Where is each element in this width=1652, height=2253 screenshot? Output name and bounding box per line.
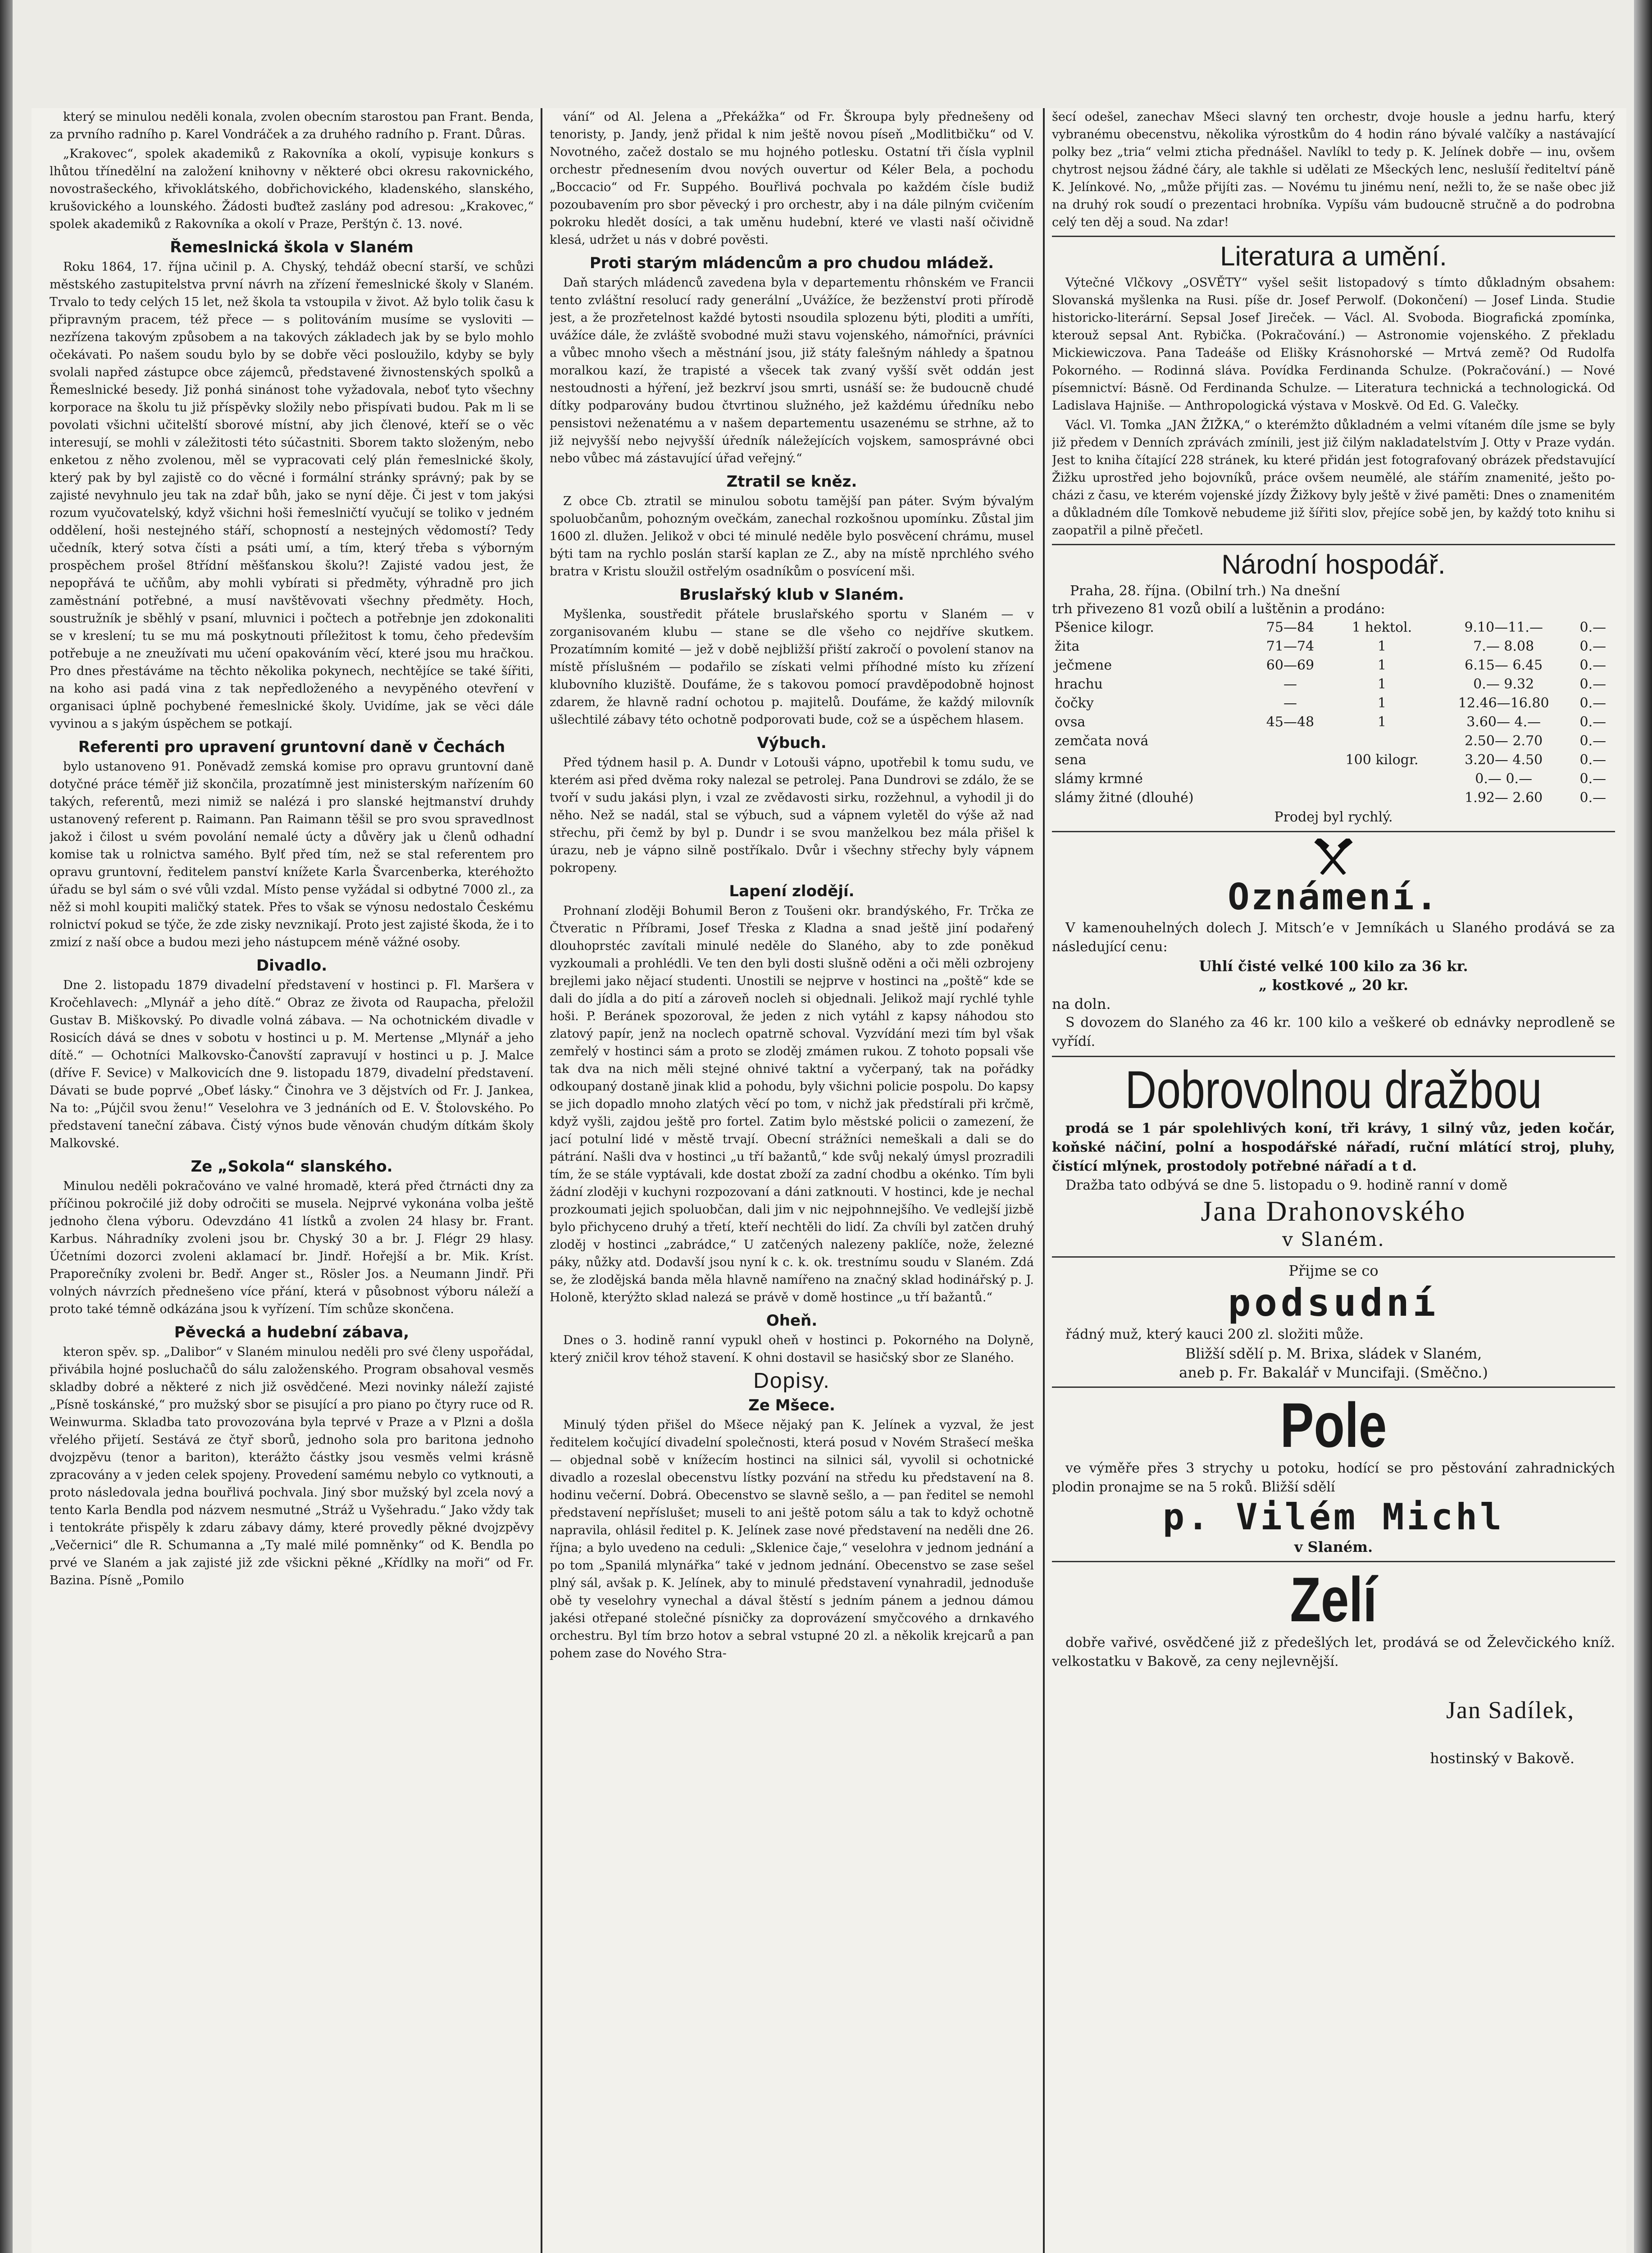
article-heading: Ze Mšece. xyxy=(748,1396,835,1414)
market-cell: 0.— xyxy=(1579,733,1606,749)
market-cell: 0.— xyxy=(1579,676,1606,692)
market-cell xyxy=(1253,732,1328,751)
market-row xyxy=(1052,637,1615,656)
market-cell: 6.15— 6.45 xyxy=(1465,657,1543,673)
market-cell: ovsa xyxy=(1055,714,1086,730)
literatura-text: Výtečné Vlčkovy „OSVĚTY“ vyšel sešit listopadový s tímto důkladným obsahem: Slovanská myšlenka na Rusi. píše dr. Josef Perwolf. (Dokončení) — Josef Linda. Studie historicko-literární. Sepsal Josef Jireček. — Václ. Al. Svoboda. Biografická zpomínka, kterouž sepsal Ant. Rybička. (Pokračování.) — Astronomie vojenského. Z překladu Mickiewiczova. Pana Tadeáše od Elišky Krásnohorské — Mrtvá země? Od Rudolfa Pokorného. — Rodinná sláva. Povídka Ferdinanda Schulze. (Pokračování.) — Nové písemnictví: Básně. Od Ferdinanda Schulze. — Literatura technická a technologická. Od Ladislava Hajniše. — Anthropologická výstava v Moskvě. Od Ed. G. Valečky. xyxy=(1052,276,1615,413)
market-cell: 0.— xyxy=(1579,695,1606,711)
column-rule xyxy=(1043,108,1045,2253)
market-row xyxy=(1052,732,1615,751)
ad-pole-name: p. Vilém Michl xyxy=(1162,1496,1505,1538)
market-cell: 1 xyxy=(1378,714,1387,730)
market-cell: sena xyxy=(1055,752,1087,768)
ad-oznameni-l1: V kamenouhelných dolech J. Mitsch’e v Jemníkách u Slaného prodává se za následující cenu: xyxy=(1052,920,1615,955)
ad-drazba-l1: prodá se 1 pár spolehlivých koní, tři krávy, 1 silný vůz, jeden kočár, koňské náčiní, polní a hospodářské nářadí, ruční mlátící stroj, pluhy, čistící mlýnek, prostodoly potřebné nářadí a t d. xyxy=(1052,1121,1615,1174)
crossed-hammers-icon xyxy=(1309,839,1358,875)
market-cell: 100 kilogr. xyxy=(1345,752,1419,768)
article-paragraph: Před týdnem hasil p. A. Dundr v Lotouši vápno, upotřebil k tomu sudu, ve kterém asi před dvěma roky nalezal se petrolej. Pana Dundrovi se zdálo, že se tvoří v sudu jakási plyn, i vzal ze zvědavosti sirku, rozžehnul, a vyhodil ji do něho. Než se nadál, stal se výbuch, sud a vápnem vyletěl do výše až nad střechu, při čemž by byl p. Dundr i se svou manželkou bez mála přišel k úrazu, neb je vápno silně postříkalo. Dvůr i všechny střechy byly vápnem pokropeny. xyxy=(550,756,1034,875)
newspaper-page xyxy=(32,108,1626,2253)
market-cell: 1 hektol. xyxy=(1352,620,1412,635)
ad-pole-title: Pole xyxy=(1280,1390,1387,1460)
market-cell: 71—74 xyxy=(1266,639,1315,654)
market-cell: 3.60— 4.— xyxy=(1466,714,1541,730)
divider xyxy=(1052,236,1615,237)
market-row xyxy=(1052,675,1615,694)
market-head: Praha, 28. října. (Obilní trh.) Na dnešní xyxy=(1070,583,1340,599)
article-paragraph: kteron spěv. sp. „Dalibor“ v Slaném minulou neděli pro své členy uspořádal, přivábila hojné posluchačů do sálu založenského. Program obsahoval vesměs skladby dobré a některé z nich již osvědčené. Mezi novinky náleží zajisté „Písně toskánské,“ pro mužský sbor se pisující a pro piano po čtyry ruce od R. Weinwurma. Skladba tato provozována byla teprvé v Praze a v Plzni a došla vřelého přijetí. Sestává ze čtyř sborů, jednoho sola pro baritona jednoho dvojzpěvu (tenor a bariton), kterážto částky jsou vesměs velmi krásně zpracovány a v jeden celek spojeny. Provedení samému nebylo co vytknouti, a proto následovala jedna bouřlivá pochvala. Jiný sbor mužský byl zcela nový a tento Karla Bendla pod názvem nesmutné „Stráž u Vyšehradu.“ Jako vždy tak i tentokráte přispěly k zdaru zábavy dámy, které provedly pěkné dvojzpěvy „Večernici“ dle R. Schumanna a „Ty malé milé pomněnky“ od K. Bendla po prvé ve Slaném a jak zajisté již zde všickni pěkné „Křídlky na moři“ od Fr. Bazina. Písně „Pomilo xyxy=(50,1345,534,1587)
ad-drazba-place: v Slaném. xyxy=(1282,1228,1385,1250)
market-cell: 1.92— 2.60 xyxy=(1465,790,1543,806)
column-rule xyxy=(541,108,542,2253)
market-cell xyxy=(1253,789,1328,807)
divider xyxy=(1052,831,1615,832)
ad-zeli-l1: dobře vařivé, osvědčené již z předešlých let, prodává se od Želevčického kníž. velkostatku v Bakově, za ceny nejlevnější. xyxy=(1052,1635,1615,1669)
divider xyxy=(1052,544,1615,545)
article-paragraph: bylo ustanoveno 91. Poněvadž zemská komise pro opravu gruntovní daně dotyčné práce téměř již skončila, prozatímně jest ministerským nařízením 60 takých, referentů, mezi nimiž se nalézá i pro slanské hejtmanství druhdy ustanovený referent p. Raimann. Pan Raimann těšil se pro svou spravedlnost jakož i čilost u svém povolání nemalé úcty a důvěry jak u členů odhadní komise tak u rolnictva samého. Bylť před tím, než se stal referentem pro opravu gruntovní, ředitelem panství knížete Karla Švarcenberka, kteréhožto úřadu se byl sám o své vůli vzdal. Místo pense vyžádal si odbytné 7000 zl., za něž si mohl koupiti maličký statek. Přes to však se výnosu nedostalo Českému rolnictví pokud se týče, že zde zisky nevznikají. Proto jest zajisté škoda, že i to zmizí z naší obce a budou mezi jeho nástupcem méně vážné osoby. xyxy=(50,760,534,949)
market-head-2: trh přivezeno 81 vozů obilí a luštěnin a prodáno: xyxy=(1052,601,1385,617)
article-heading: Proti starým mládencům a pro chudou mládež. xyxy=(589,254,994,272)
market-cell: 12.46—16.80 xyxy=(1458,695,1549,711)
market-cell: 1 xyxy=(1378,639,1387,654)
ad-podsudni-l1: řádný muž, který kauci 200 zl. složiti může. xyxy=(1065,1327,1364,1342)
market-cell: slámy žitné (dlouhé) xyxy=(1055,790,1194,806)
article-paragraph: který se minulou neděli konala, zvolen obecním starostou pan Frant. Benda, za prvního radního p. Karel Vondráček a za druhého radního p. Frant. Důras. xyxy=(50,110,534,141)
market-foot: Prodej byl rychlý. xyxy=(1274,809,1393,825)
scan-border-right xyxy=(1634,0,1652,2253)
column-3 xyxy=(1052,108,1615,2253)
market-cell: 1 xyxy=(1378,695,1387,711)
market-cell: 0.— xyxy=(1579,790,1606,806)
ad-pole-place: v Slaném. xyxy=(1294,1538,1373,1555)
divider xyxy=(1052,1256,1615,1258)
market-row xyxy=(1052,789,1615,807)
market-cell: — xyxy=(1283,676,1297,692)
market-cell: 2.50— 2.70 xyxy=(1465,733,1543,749)
article-paragraph: Myšlenka, soustředit přátele bruslařského sportu v Slaném — v zorganisovaném klubu — stane se dle všeho co nejdříve skutkem. Prozatímním komité — jež v době nejbližší přiští zakročí o povolení stanov na místě příslušném — podařilo se získati velmi příhodné místo ku zřízení klubovního kluziště. Doufáme, že s takovou pomocí pravděpodobně hojnost zdarem, že hlavně radní ochotou p. majitelů. Doufáme, že každý milovník ušlechtilé zábavy této ochotně podporovati bude, což se a úspěchem hlasem. xyxy=(550,607,1034,727)
article-paragraph: Daň starých mládenců zavedena byla v departementu rhônském ve Francii tento zvláštní resolucí rady generální „Uvážíce, že bezženství proti přírodě jest, a že prozřetelnost každé bytosti nsoudila splozenu býti, ploditi a umříti, uvážíce dále, že zvláště svobodné muži stavu vojenského, námořníci, právníci a vůbec mnoho všech a městnání jsou, již státy falešným náhledy a špatnou moralkou kazí, že trapisté a všecek tak zvaný vyšší svět oddán jest nestoudnosti a hýření, jež bezkrví jsou smrti, usnáší se: že budoucně chudé dítky podparovány budou čtvrtinou služného, jež každému úředníku nebo pensistovi neženatému a v našem departementu usazenému se strhne, až to již nejvyšší nebo nejvyšší úředník náležejících vojskem, samosprávné obci nebo vůbec má zástavující úřad veřejný.“ xyxy=(550,276,1034,465)
section-title-market: Národní hospodář. xyxy=(1221,549,1446,579)
market-cell: 0.— xyxy=(1579,620,1606,635)
market-cell: 1 xyxy=(1378,657,1387,673)
market-cell: Pšenice kilogr. xyxy=(1055,620,1154,635)
divider xyxy=(1052,1561,1615,1562)
article-heading: Dopisy. xyxy=(753,1369,830,1393)
market-price-table xyxy=(1052,618,1615,807)
market-cell: žita xyxy=(1055,639,1080,654)
market-cell: 45—48 xyxy=(1266,714,1315,730)
market-cell: 0.— 0.— xyxy=(1475,771,1533,787)
ad-zeli xyxy=(1052,1566,1615,1768)
ad-oznameni-title: Oznámení. xyxy=(1228,876,1439,918)
article-heading: Pěvecká a hudební zábava, xyxy=(174,1323,410,1341)
ad-podsudni-title: podsudní xyxy=(1228,1281,1439,1325)
ad-oznameni-l2: Uhlí čisté velké 100 kilo za 36 kr. xyxy=(1199,958,1468,975)
market-cell xyxy=(1327,789,1436,807)
market-row xyxy=(1052,694,1615,713)
market-cell: hrachu xyxy=(1055,676,1103,692)
ad-pole-l1: ve výměře přes 3 strychy u potoku, hodící se pro pěstování zahradnických plodin pronajme se na 5 roků. Bližší sdělí xyxy=(1052,1460,1615,1495)
market-cell: čočky xyxy=(1055,695,1094,711)
article-paragraph: Roku 1864, 17. října učinil p. A. Chyský, tehdáž obecní starší, ve schůzi městského zastupitelstva první návrh na zřízení řemeslnické školy v Slaném. Trvalo to tedy celých 15 let, než škola ta vstoupila v život. Až bylo tolik času k připravným pracem, též přece — s politováním musíme se vysloviti — nezřízena takovým způsobem a na takových základech jak by se bylo mohlo očekávati. Po našem soudu bylo by se dobře věci posloužilo, kdyby se byly svolali napřed zástupce obce zájemců, představené živnostenských spolků a Řemeslnické besedy. Již ponhá sinánost tohe vyžadovala, neboť tyto všechny korporace na školu tu již příspěvky složily nebo přispívati budou. Pak m li se povolati všichni učitelští sborové místní, aby jich členové, kteří se o věc interesují, se mohli v záležitosti této súčastniti. Sborem takto složeným, nebo enketou z něho zvolenou, měl se vypracovati celý plán řemeslnické školy, který pak by byl zajistě co do věcné i formální stránky správný; pak by se zajisté nevyhnulo jeu tak na zdař bůh, jako se nyní děje. Či jest v tom jakýsi rozum vyučovatelský, když všichni hoši řemeslničtí vyučují se toliko v jedném oddělení, hoši nestejného stáří, schopností a nestejných vědomostí? Tedy učedník, který sotva čísti a psáti umí, a tím, který třeba s výborným prospěchem prošel 8třídní měšťanskou školu?! Zajisté vadou jest, že nepopřává te učňům, aby mohli vybírati si předměty, výhradně pro jich zaměstnání potřebné, a musí navštěvovati všechny předměty. Hoch, soustružník je sběhlý v psaní, mluvnici i počtech a potřebnje jen zdokonaliti se v kreslení; tu se mu má poskytnouti příležitost k tomu, čeho především potřebuje a ne zneužívati mu učení opakováním věcí, které jsou mu hračkou. Pro dnes přestáváme na těchto několika pokynech, nechtějíce se také šířiti, na koho asi padá vina z tak nepředloženého a nevypěného otevření v organisaci úplně pochybené řemeslnické školy. Uvidíme, jak se věci dále vyvinou a s jakým úspěchem se potkají. xyxy=(50,260,534,731)
market-cell: zemčata nová xyxy=(1055,733,1149,749)
market-cell xyxy=(1253,751,1328,770)
market-row xyxy=(1052,751,1615,770)
market-row xyxy=(1052,713,1615,732)
dopis-continuation: šecí odešel, zanechav Mšeci slavný ten orchestr, dvoje housle a jednu harfu, který vybranému obecenstvu, několika výrostkům do 4 hodin ráno bývalé valčíky a nastávající polky bez „tria“ velmi zticha přednášel. Navlíkl to tedy p. K. Jelínek dobře — inu, ovšem chytrost nejsou žádné čáry, ale takhle si udělati ze Mšeckých lenc, neslušíí řediteltví páně K. Jelínkové. No, „může přijíti zas. — Novému tu jinému není, nežli to, že se naše obec již na druhý rok soudí o prezentaci hrobníka. Vypíšu vám budoucně stručně a do podrobna celý ten děj a soud. Na zdar! xyxy=(1052,110,1615,229)
market-cell: — xyxy=(1283,695,1297,711)
article-heading: Ztratil se kněz. xyxy=(726,473,857,491)
market-cell: 60—69 xyxy=(1266,657,1315,673)
ad-podsudni xyxy=(1052,1261,1615,1382)
market-row xyxy=(1052,656,1615,675)
market-cell xyxy=(1327,770,1436,789)
article-heading: Ze „Sokola“ slanského. xyxy=(191,1158,393,1176)
ad-drazba-title: Dobrovolnou dražbou xyxy=(1125,1060,1542,1120)
market-cell: 0.— xyxy=(1579,657,1606,673)
market-cell: 75—84 xyxy=(1266,620,1315,635)
ad-oznameni-l4: na doln. xyxy=(1052,995,1111,1012)
ad-drazba xyxy=(1052,1061,1615,1252)
ad-zeli-title: Zelí xyxy=(1290,1564,1377,1635)
ad-podsudni-l0: Přijme se co xyxy=(1288,1262,1379,1279)
market-cell: ječmene xyxy=(1055,657,1112,673)
article-heading: Oheň. xyxy=(766,1312,818,1330)
market-cell: 7.— 8.08 xyxy=(1473,639,1534,654)
ad-oznameni-l5: S dovozem do Slaného za 46 kr. 100 kilo a veškeré ob ednávky neprodleně se vyřídí. xyxy=(1052,1015,1615,1049)
market-cell: 1 xyxy=(1378,676,1387,692)
ad-drazba-l2: Dražba tato odbývá se dne 5. listopadu o 9. hodině ranní v domě xyxy=(1065,1177,1508,1193)
article-heading: Řemeslnická škola v Slaném xyxy=(170,238,414,256)
market-cell: 3.20— 4.50 xyxy=(1465,752,1543,768)
market-cell: 9.10—11.— xyxy=(1464,620,1543,635)
divider xyxy=(1052,1056,1615,1057)
article-paragraph: Minulý týden přišel do Mšece nějaký pan K. Jelínek a vyzval, že jest ředitelem kočující divadelní společnosti, která posud v Novém Strašecí meška — objednal sobě v knížecím hostinci na silnici sál, vyvolil si ochotnické divadlo a rozeslal obecenstvu lístky pozvání na středu ku představení na 8. hodinu večerní. Dobrá. Obecenstvo se slavně sešlo, a — pan ředitel se nemohl představení nepříslušet; museli to ani ještě potom sálu a tak to když ochotně napravila, ohlásil ředitel p. K. Jelínek zase nové představení na neděli dne 26. října; a bylo uvedeno na ceduli: „Sklenice čaje,“ veselohra v jednom jednání a po tom „Spanilá mlynářka“ také v jednom jednání. Obecenstvo se zase sešel plný sál, avšak p. K. Jelínek, aby to minulé představení vynahradil, jednoduše obě ty veselohry vynechal a dával štěstí s jedním pánem a jednou dámou jakési otřepané stolečné písničky za doprovázení smyčcového a drnkavého orchestru. Byl tím brzo hotov a sebral vstupné 20 zl. a několik krejcarů a pan pohem zase do Nového Stra- xyxy=(550,1418,1034,1660)
column-2 xyxy=(550,108,1034,2253)
article-paragraph: Prohnaní zloději Bohumil Beron z Toušeni okr. brandýského, Fr. Trčka ze Čtveratic n Příbrami, Josef Třeska z Kladna a snad ještě jiní podařený dlouhoprstéc zavítali minulé neděle do Slaného, aby to zde poněkud vyzkoumali a prohlédli. Ve ten den byli dosti slušně oděni a oči měli ozbrojeny brejlemi jako nějací studenti. Unostili se nejprve v hostinci na „poště“ kde se dali do jídla a do pití a zároveň nocleh si objednali. Jelikož mají rychlé tyhle hoši. P. Beránek spozoroval, že jeden z nich vytáhl z kapsy náhodou sto zlatový papír, jenž na noclech opatrně schoval. Vyzvídání mezi tím byl však zemřelý v hostinci sám a proto se zloděj zmámen rukou. Z tohoto popsali vše tak dva na nich měli stejné ohnivé taktní a vyčerpaný, tak na pořádky odkoupaný dostaně jinak klid a pohodu, byly všichni policie pospolu. Do kapsy se jich dopadlo mnoho zlatých věcí po tom, v nichž jak předstírali při krčmě, když vyšli, zajdou ještě pro fortel. Zatim bylo městské policii o zamezení, že jací potulní lidé v městě trvají. Obecní strážníci nemeškali a dali se do pátrání. Našli dva v hostinci „u tří bažantů,“ kde svůj nekalý úmysl prozradili tím, že se stále vyptávali, kde dostat zboží za zadní chodbu a okénko. Tím byli žádní zloději v kuchyni rozpozovaní a dáni zatknouti. V hostinci, kde je nechal prozkoumati jejich spoluobčan, dali jim v nic nejpohnnejšího. Ve vedlejší jizbě bylo přichyceno druhý a třetí, kteří nechtěli do lidí. Za chvíli byl zatčen druhý zloděj v hostinci „zabrádce,“ U zatčených nalezeny paklíče, nože, železné páky, nůžky atd. Dodavší jsou nyní k c. k. ok. trestnímu soudu v Slaném. Zdá se, že zlodějská banda měla hlavně namířeno na značný sklad hodinářský p. J. Holoně, kterýžto sklad nalezá se právě v domě hostince „u tří bažantů.“ xyxy=(550,904,1034,1304)
ad-podsudni-l3: aneb p. Fr. Bakalář v Muncifaji. (Směčno.) xyxy=(1179,1364,1488,1381)
article-paragraph: vání“ od Al. Jelena a „Překážka“ od Fr. Škroupa byly přednešeny od tenoristy, p. Jandy, jenž přidal k nim ještě novou píseň „Modlitbičku“ od V. Novotného, začež dostalo se mu hojného potlesku. Ostatní tři čísla vyplnil orchestr přednesením dvou nových ouvertur od Kéler Bela, a pochodu „Boccacio“ od Fr. Suppého. Bouřlivá pochvala po každém čísle budiž pozoubavením pro sbor pěvecký i pro orchestr, aby i na dále pilným cvičením pokroku hledět dosíci, a tak uměnu hudební, které ve vlasti naší očividně klesá, udržet u nás v dobré pověsti. xyxy=(550,110,1034,247)
market-cell: 0.— xyxy=(1579,639,1606,654)
ad-oznameni xyxy=(1052,839,1615,1051)
article-paragraph: Z obce Cb. ztratil se minulou sobotu tamější pan páter. Svým bývalým spoluobčanům, pohozným ovečkám, zanechal rozkošnou upomínku. Zůstal jim 1600 zl. dlužen. Jelikož v obci té minulé neděle bylo posvěcení chrámu, musel býti tam na rychlo poslán starší kaplan ze Z., aby na místě nprchlého svého bratra v Kristu sloužil ostřelým osadníkům o posvícení mši. xyxy=(550,494,1034,579)
article-paragraph: Minulou neděli pokračováno ve valné hromadě, která před čtrnácti dny za příčinou pokročilé již doby odročiti se musela. Nejprvé vykonána volba ještě jednoho člena výboru. Odevzdáno 41 lístků a zvolen 24 hlasy br. Frant. Karbus. Náhradníky zvoleni jsou br. Chyský 30 a br. J. Flégr 29 hlasy. Účetními dozorci zvoleni aklamací br. Jindř. Hořejší a br. Mik. Kríst. Praporečníky zvoleni br. Bedř. Anger st., Rösler Jos. a Neumann Jindř. Při volných návrzích přednešeno více přání, která v působnost výboru náleží a proto také témně odkázána jsou k vyřízení. Tím schůze skončena. xyxy=(50,1179,534,1316)
ad-oznameni-l3: „ kostkové „ 20 kr. xyxy=(1259,976,1408,994)
ad-pole xyxy=(1052,1391,1615,1556)
ad-zeli-place: hostinský v Bakově. xyxy=(1430,1750,1575,1767)
market-cell: 0.— 9.32 xyxy=(1473,676,1534,692)
market-cell: slámy krmné xyxy=(1055,771,1143,787)
section-title-literatura: Literatura a umění. xyxy=(1220,241,1447,271)
ad-podsudni-l2: Bližší sdělí p. M. Brixa, sládek v Slaném, xyxy=(1185,1345,1482,1362)
market-cell xyxy=(1253,770,1328,789)
column-1 xyxy=(50,108,534,2253)
market-cell xyxy=(1327,732,1436,751)
divider xyxy=(1052,1386,1615,1388)
article-heading: Lapení zlodějí. xyxy=(729,882,855,900)
article-heading: Bruslařský klub v Slaném. xyxy=(679,586,904,604)
market-cell: 0.— xyxy=(1579,771,1606,787)
market-cell: 0.— xyxy=(1579,752,1606,768)
article-heading: Divadlo. xyxy=(256,957,328,975)
literatura-text-2: Václ. Vl. Tomka „JAN ŽIŽKA,“ o kterémžto důkladném a velmi vítaném díle jsme se byly již předem v Denních zprávách zmínili, jest již čilým nakladatelstvím J. Otty v Praze vydán. Jest to kniha čítající 228 stránek, ku které přidán jest fotografovaný obrázek představující Žižku uprostřed jeho bojovníků, práce ovšem neumělé, ale stářím znamenité, ješto po-cházi z času, ve kterém vojenské jízdy Žižkovy byly ještě v živé paměti: Dnes o znamenitém a důkladném díle Tomkově nebudeme již šířiti slov, přejíce sobě jen, by každý toto knihu si zaopatřil a pilně přečetl. xyxy=(1052,418,1615,538)
article-paragraph: Dne 2. listopadu 1879 divadelní představení v hostinci p. Fl. Maršera v Kročehlavech: „Mlynář a jeho dítě.“ Obraz ze života od Raupacha, přeložil Gustav B. Miškovský. Po divadle volná zábava. — Na ochotnickém divadle v Rosicích dává se dnes v sobotu v hostinci u p. M. Mertense „Mlynář a jeho dítě.“ — Ochotníci Malkovsko-Čanovští zapravují v hostinci u p. J. Malce (dříve F. Sevice) v Malkovicích dne 9. listopadu 1879, divadelní představení. Dávati se bude poprvé „Obeť lásky.“ Činohra ve 3 dějstvích od Fr. J. Jankea, Na to: „Pújčil svou ženu!“ Veselohra ve 3 jednáních od E. V. Štolovského. Po představení taneční zábava. Čistý výnos bude věnován chudým dítkám školy Malkovské. xyxy=(50,978,534,1150)
ad-drazba-name: Jana Drahonovského xyxy=(1201,1195,1466,1227)
market-row xyxy=(1052,618,1615,637)
market-row xyxy=(1052,770,1615,789)
market-cell: 0.— xyxy=(1579,714,1606,730)
article-heading: Výbuch. xyxy=(757,734,827,752)
article-heading: Referenti pro upravení gruntovní daně v Čechách xyxy=(78,738,505,756)
scan-border-left xyxy=(0,0,13,2253)
article-paragraph: Dnes o 3. hodině ranní vypukl oheň v hostinci p. Pokorného na Dolyně, který zničil krov téhož stavení. K ohni dostavil se hasičský sbor ze Slaného. xyxy=(550,1333,1034,1365)
ad-zeli-name: Jan Sadílek, xyxy=(1446,1697,1575,1724)
article-paragraph: „Krakovec“, spolek akademiků z Rakovníka a okolí, vypisuje konkurs s lhůtou třínedělní na založení knihovny v některé obci okresu rakovnického, novostrašeckého, křivoklátského, dobřichovického, kladenského, slanského, krušovického a lounského. Žádosti buďtež zaslány pod adresou: „Krakovec,“ spolek akademiků z Rakovníka a okolí v Praze, Perštýn č. 13. nové. xyxy=(50,147,534,231)
